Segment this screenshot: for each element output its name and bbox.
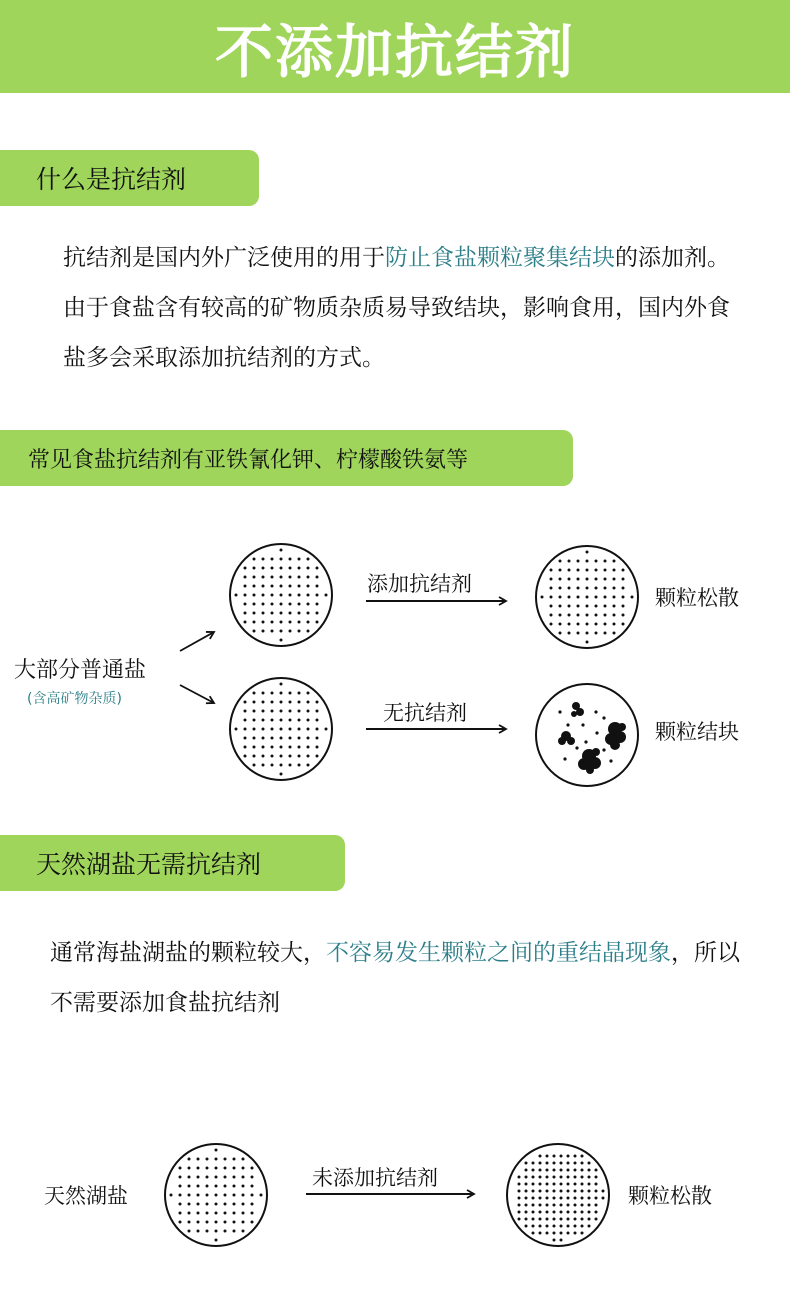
circle-common-salt-top (230, 544, 332, 646)
arrow-label-none: 无抗结剂 (383, 701, 467, 725)
arrow-down-icon (180, 685, 214, 703)
lake-salt-paragraph (50, 928, 750, 1028)
intro-highlight: 防止食盐颗粒聚集结块 (385, 245, 615, 271)
source-label-common-salt: 大部分普通盐 (14, 658, 147, 683)
section-tag-lake-salt (0, 835, 345, 891)
circle-clumped (536, 684, 638, 786)
circle-common-salt-bottom (230, 678, 332, 780)
page-title: 不添加抗结剂 (214, 17, 575, 86)
circle-loose-top (536, 546, 638, 648)
section-tag-label: 什么是抗结剂 (36, 165, 187, 194)
result-label-loose: 颗粒松散 (655, 586, 739, 610)
arrow-label-add: 添加抗结剂 (367, 572, 472, 596)
section-tag-label: 天然湖盐无需抗结剂 (36, 850, 262, 879)
source-sub-label: (含高矿物杂质) (27, 691, 122, 707)
section-tag-label: 常见食盐抗结剂有亚铁氰化钾、柠檬酸铁氨等 (28, 447, 469, 473)
circle-lake-salt (165, 1144, 267, 1246)
lake-text-a: 通常海盐湖盐的颗粒较大， (50, 940, 326, 966)
lake-highlight: 不容易发生颗粒之间的重结晶现象 (326, 940, 671, 966)
arrow-up-icon (180, 632, 214, 651)
intro-text-a: 抗结剂是国内外广泛使用的用于 (63, 245, 385, 271)
intro-text-b: 的添加剂。由于食盐含有较高的矿物质杂质易导致结块，影响食用，国内外食盐多会采取添加抗结剂的方式。 (63, 245, 730, 371)
source-label-lake-salt: 天然湖盐 (44, 1184, 128, 1208)
circle-loose-bottom (507, 1144, 609, 1246)
lake-text-b: ，所以不需要添加食盐抗结剂 (50, 940, 740, 1016)
result-label-loose-lake: 颗粒松散 (628, 1184, 712, 1208)
arrow-label-no-add: 未添加抗结剂 (312, 1166, 438, 1190)
result-label-clumped: 颗粒结块 (655, 720, 739, 744)
